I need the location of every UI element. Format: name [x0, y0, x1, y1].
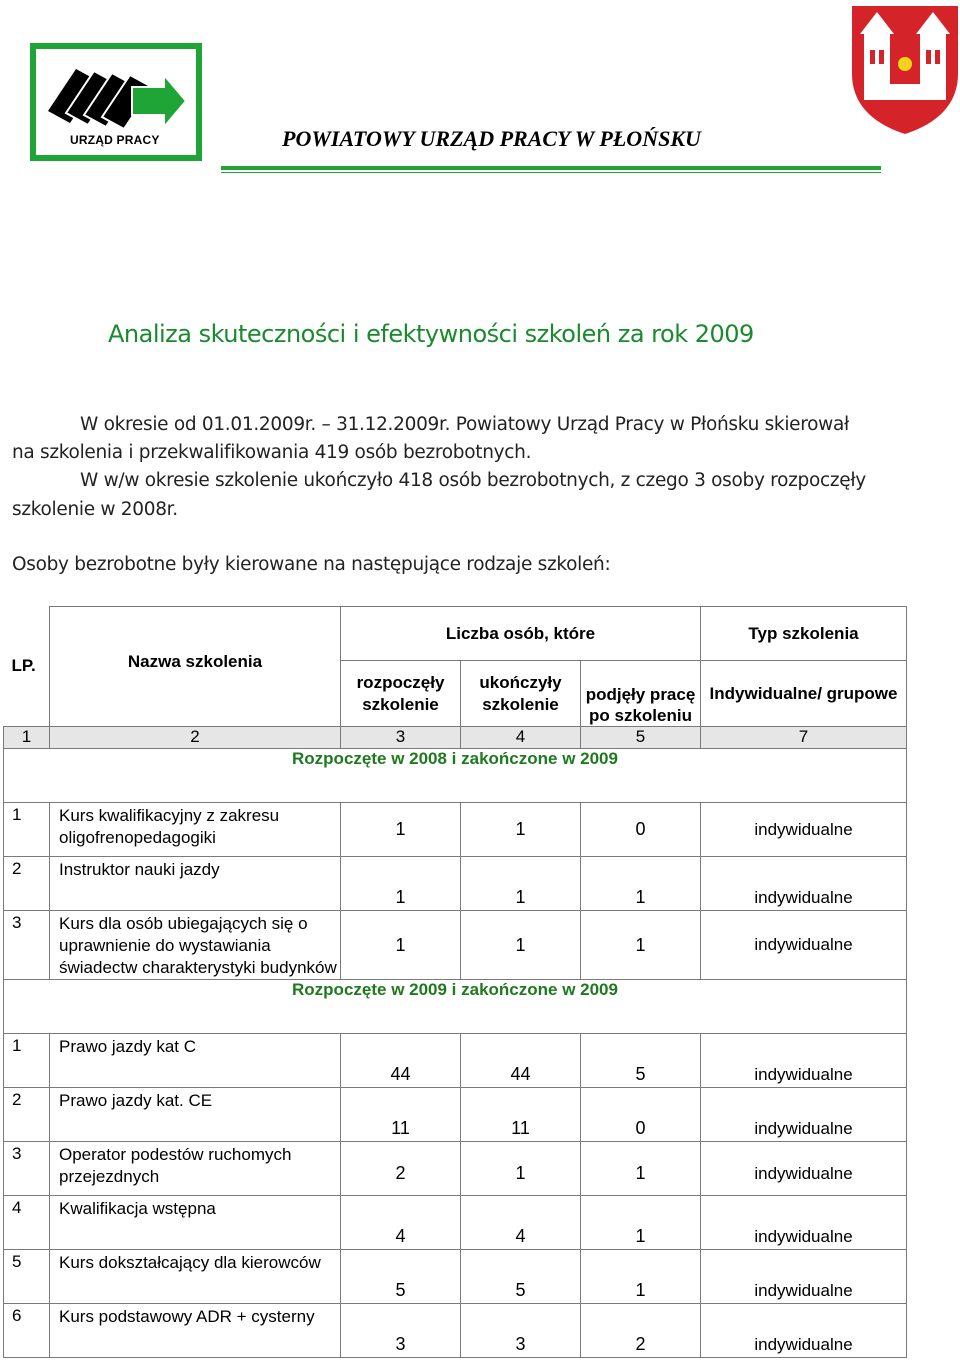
row-typ: indywidualne: [701, 1088, 907, 1142]
row-lp: 1: [4, 1034, 50, 1088]
table-row: [4, 911, 907, 980]
paragraph-2-line-2: szkolenie w 2008r.: [12, 499, 178, 520]
row-lp: 6: [4, 1304, 50, 1358]
section-heading-2009: Rozpoczęte w 2009 i zakończone w 2009: [4, 980, 907, 1034]
row-name: Kurs podstawowy ADR + cysterny: [50, 1304, 341, 1358]
row-ukonczyly: 3: [461, 1304, 581, 1358]
row-name: Instruktor nauki jazdy: [50, 857, 341, 911]
header-rozpoczely: rozpoczęły szkolenie: [341, 661, 461, 727]
crest-icon: [850, 4, 960, 134]
office-title: POWIATOWY URZĄD PRACY W PŁOŃSKU: [282, 126, 701, 151]
table-row: [4, 1034, 907, 1088]
row-typ: indywidualne: [701, 857, 907, 911]
table-row: [4, 1088, 907, 1142]
row-typ: indywidualne: [701, 911, 907, 980]
header-divider-thin: [221, 172, 881, 173]
row-ukonczyly: 5: [461, 1250, 581, 1304]
row-ukonczyly: 1: [461, 911, 581, 980]
row-rozpoczely: 5: [341, 1250, 461, 1304]
header-liczba: Liczba osób, które: [341, 607, 701, 661]
row-ukonczyly: 1: [461, 857, 581, 911]
urzad-pracy-logo: [30, 43, 202, 161]
header-lp: LP.: [4, 607, 50, 727]
row-typ: indywidualne: [701, 1196, 907, 1250]
index-cell: 4: [461, 727, 581, 749]
row-podjely: 1: [581, 857, 701, 911]
row-rozpoczely: 1: [341, 803, 461, 857]
row-typ: indywidualne: [701, 1034, 907, 1088]
row-lp: 2: [4, 857, 50, 911]
row-ukonczyly: 44: [461, 1034, 581, 1088]
row-lp: 5: [4, 1250, 50, 1304]
row-lp: 3: [4, 911, 50, 980]
row-typ: indywidualne: [701, 803, 907, 857]
row-rozpoczely: 1: [341, 857, 461, 911]
index-cell: 2: [50, 727, 341, 749]
row-podjely: 1: [581, 1196, 701, 1250]
table-row: [4, 1196, 907, 1250]
header-podjely: podjęły pracę po szkoleniu: [581, 661, 701, 727]
row-podjely: 1: [581, 1142, 701, 1196]
row-name: Kurs dokształcający dla kierowców: [50, 1250, 341, 1304]
row-name: Kwalifikacja wstępna: [50, 1196, 341, 1250]
row-name: Operator podestów ruchomych przejezdnych: [50, 1142, 341, 1196]
row-typ: indywidualne: [701, 1142, 907, 1196]
row-lp: 1: [4, 803, 50, 857]
row-rozpoczely: 11: [341, 1088, 461, 1142]
row-lp: 3: [4, 1142, 50, 1196]
paragraph-2-line-1: W w/w okresie szkolenie ukończyło 418 osób bezrobotnych, z czego 3 osoby rozpoczęły: [80, 470, 866, 491]
row-ukonczyly: 1: [461, 1142, 581, 1196]
paragraph-1-line-1: W okresie od 01.01.2009r. – 31.12.2009r. Powiatowy Urząd Pracy w Płońsku skierował: [80, 414, 850, 435]
training-table: [3, 606, 907, 1358]
paragraph-1-line-2: na szkolenia i przekwalifikowania 419 osób bezrobotnych.: [12, 442, 532, 463]
row-ukonczyly: 4: [461, 1196, 581, 1250]
index-cell: 1: [4, 727, 50, 749]
row-name: Kurs dla osób ubiegających się o uprawnienie do wystawiania świadectw charakterystyki budynków: [50, 911, 341, 980]
row-ukonczyly: 1: [461, 803, 581, 857]
paragraph-3: Osoby bezrobotne były kierowane na następujące rodzaje szkoleń:: [12, 554, 611, 575]
row-rozpoczely: 44: [341, 1034, 461, 1088]
index-cell: 7: [701, 727, 907, 749]
logo-text: URZĄD PRACY: [70, 133, 160, 147]
row-rozpoczely: 4: [341, 1196, 461, 1250]
table-row: [4, 1250, 907, 1304]
row-lp: 4: [4, 1196, 50, 1250]
row-rozpoczely: 2: [341, 1142, 461, 1196]
index-cell: 3: [341, 727, 461, 749]
row-lp: 2: [4, 1088, 50, 1142]
document-title: Analiza skuteczności i efektywności szkoleń za rok 2009: [108, 320, 754, 348]
header-typ: Typ szkolenia: [701, 607, 907, 661]
row-typ: indywidualne: [701, 1250, 907, 1304]
row-name: Prawo jazdy kat. CE: [50, 1088, 341, 1142]
section-heading-2008: Rozpoczęte w 2008 i zakończone w 2009: [4, 749, 907, 803]
row-podjely: 1: [581, 911, 701, 980]
row-podjely: 5: [581, 1034, 701, 1088]
header-nazwa: Nazwa szkolenia: [50, 607, 341, 727]
row-name: Prawo jazdy kat C: [50, 1034, 341, 1088]
row-name: Kurs kwalifikacyjny z zakresu oligofrenopedagogiki: [50, 803, 341, 857]
header-ukonczyly: ukończyły szkolenie: [461, 661, 581, 727]
header-divider: [221, 166, 881, 170]
row-rozpoczely: 1: [341, 911, 461, 980]
table-row: [4, 857, 907, 911]
row-podjely: 2: [581, 1304, 701, 1358]
row-podjely: 1: [581, 1250, 701, 1304]
row-podjely: 0: [581, 803, 701, 857]
row-typ: indywidualne: [701, 1304, 907, 1358]
row-ukonczyly: 11: [461, 1088, 581, 1142]
header-indywidualne: Indywidualne/ grupowe: [701, 661, 907, 727]
table-row: [4, 803, 907, 857]
row-rozpoczely: 3: [341, 1304, 461, 1358]
table-row: [4, 1304, 907, 1358]
table-row: [4, 1142, 907, 1196]
row-podjely: 0: [581, 1088, 701, 1142]
index-cell: 5: [581, 727, 701, 749]
